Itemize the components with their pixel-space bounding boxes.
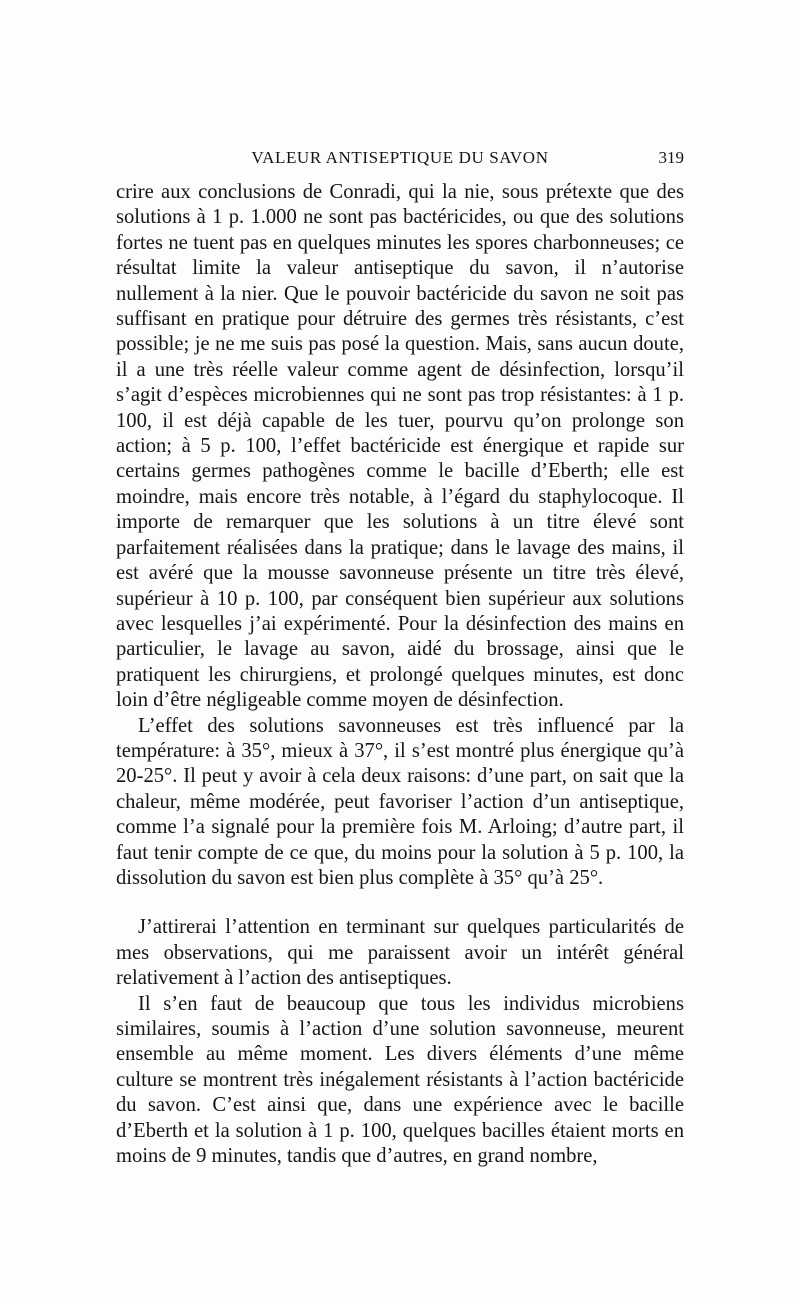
body-text: [116, 180, 684, 1169]
paragraph-2: L’effet des solutions savonneuses est très influencé par la température: à 35°, mieux à 37°, il s’est montré plus énergique qu’à 20-25°. Il peut y avoir à cela deux raisons: d’une part, on sait que la chaleur, même modérée, peut favoriser l’action d’un antiseptique, comme l’a signalé pour la première fois M. Arloing; d’autre part, il faut tenir compte de ce que, du moins pour la solution à 5 p. 100, la dissolution du savon est bien plus complète à 35° qu’à 25°.: [116, 714, 684, 889]
page-header: [116, 148, 684, 174]
running-title: VALEUR ANTISEPTIQUE DU SAVON: [251, 148, 549, 167]
paragraph-4: Il s’en faut de beaucoup que tous les individus microbiens similaires, soumis à l’action d’une solution savonneuse, meurent ensemble au même moment. Les divers éléments d’une même culture se montrent très inégalement résistants à l’action bactéricide du savon. C’est ainsi que, dans une expérience avec le bacille d’Eberth et la solution à 1 p. 100, quelques bacilles étaient morts en moins de 9 minutes, tandis que d’autres, en grand nombre,: [116, 992, 684, 1168]
page-number: 319: [658, 148, 684, 167]
paragraph-1: crire aux conclusions de Conradi, qui la nie, sous prétexte que des solutions à 1 p. 1.000 ne sont pas bactéricides, ou que des solutions fortes ne tuent pas en quelques minutes les spores charbonneuses; ce résultat limite la valeur antiseptique du savon, il n’autorise nullement à la nier. Que le pouvoir bactéricide du savon ne soit pas suffisant en pratique pour détruire des germes très résistants, c’est possible; je ne me suis pas posé la question. Mais, sans aucun doute, il a une très réelle valeur comme agent de désinfection, lorsqu’il s’agit d’espèces microbiennes qui ne sont pas trop résistantes: à 1 p. 100, il est déjà capable de les tuer, pourvu qu’on prolonge son action; à 5 p. 100, l’effet bactéricide est énergique et rapide sur certains germes pathogènes comme le bacille d’Eberth; elle est moindre, mais encore très notable, à l’égard du staphylocoque. Il importe de remarquer que les solutions à un titre élevé sont parfaitement réalisées dans la pratique; dans le lavage des mains, il est avéré que la mousse savonneuse présente un titre très élevé, supérieur à 10 p. 100, par conséquent bien supérieur aux solutions avec lesquelles j’ai expérimenté. Pour la désinfection des mains en particulier, le lavage au savon, aidé du brossage, ainsi que le pratiquent les chirurgiens, et prolongé quelques minutes, est donc loin d’être négligeable comme moyen de désinfection.: [116, 181, 684, 712]
paragraph-3: J’attirerai l’attention en terminant sur quelques particularités de mes observations, qui me paraissent avoir un intérêt général relativement à l’action des antiseptiques.: [116, 916, 684, 990]
section-gap: [116, 891, 684, 915]
